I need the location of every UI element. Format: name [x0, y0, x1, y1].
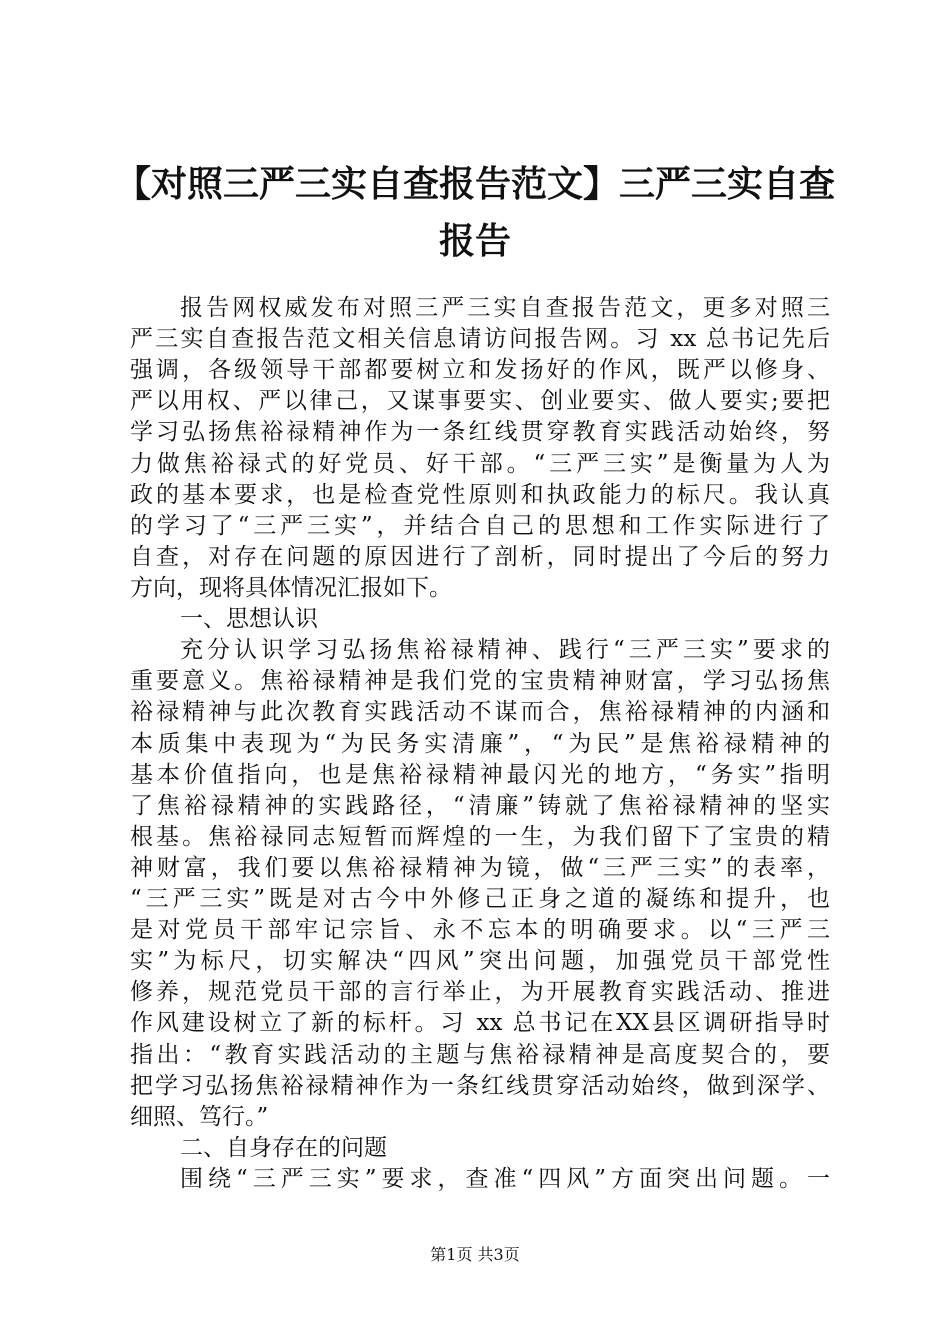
body-line: 报告网权威发布对照三严三实自查报告范文，更多对照三: [180, 295, 830, 321]
document-title-line-1: 【对照三严三实自查报告范文】三严三实自查: [114, 164, 835, 205]
section-heading-problems: 二、自身存在的问题: [180, 1135, 387, 1161]
body-line: 是对党员干部牢记宗旨、永不忘本的明确要求。以“三严三: [130, 917, 830, 943]
body-line: 根基。焦裕禄同志短暂而辉煌的一生，为我们留下了宝贵的精: [130, 824, 830, 850]
section-heading-thoughts: 一、思想认识: [180, 606, 318, 632]
body-line: 细照、笃行。”: [130, 1104, 269, 1130]
body-line: 修养，规范党员干部的言行举止，为开展教育实践活动、推进: [130, 979, 830, 1005]
body-line: 作风建设树立了新的标杆。习 xx 总书记在XX县区调研指导时: [130, 1010, 830, 1036]
body-line: 自查，对存在问题的原因进行了剖析，同时提出了今后的努力: [130, 544, 830, 570]
body-line: 了焦裕禄精神的实践路径，“清廉”铸就了焦裕禄精神的坚实: [130, 793, 830, 819]
body-line: 政的基本要求，也是检查党性原则和执政能力的标尺。我认真: [130, 482, 830, 508]
body-line: 指出：“教育实践活动的主题与焦裕禄精神是高度契合的，要: [130, 1042, 830, 1068]
body-line: 重要意义。焦裕禄精神是我们党的宝贵精神财富，学习弘扬焦: [130, 668, 830, 694]
body-line: 神财富，我们要以焦裕禄精神为镜，做“三严三实”的表率，: [130, 855, 830, 881]
body-line: 基本价值指向，也是焦裕禄精神最闪光的地方，“务实”指明: [130, 762, 830, 788]
body-line: 学习弘扬焦裕禄精神作为一条红线贯穿教育实践活动始终，努: [130, 419, 830, 445]
body-line: 的学习了“三严三实”，并结合自己的思想和工作实际进行了: [130, 513, 830, 539]
body-line: 强调，各级领导干部都要树立和发扬好的作风，既严以修身、: [130, 357, 830, 383]
body-line: 力做焦裕禄式的好党员、好干部。“三严三实”是衡量为人为: [130, 451, 830, 477]
body-line: 裕禄精神与此次教育实践活动不谋而合，焦裕禄精神的内涵和: [130, 699, 830, 725]
body-line: 本质集中表现为“为民务实清廉”，“为民”是焦裕禄精神的: [130, 731, 830, 757]
body-line: 严三实自查报告范文相关信息请访问报告网。习 xx 总书记先后: [130, 326, 830, 352]
document-title-line-2: 报告: [438, 221, 511, 262]
body-line: “三严三实”既是对古今中外修己正身之道的凝练和提升，也: [130, 886, 830, 912]
body-line: 实”为标尺，切实解决“四风”突出问题，加强党员干部党性: [130, 948, 830, 974]
page-footer: 第1页 共3页: [430, 1245, 520, 1264]
body-line: 方向，现将具体情况汇报如下。: [130, 575, 452, 601]
body-line: 严以用权、严以律己，又谋事要实、创业要实、做人要实;要把: [130, 388, 830, 414]
body-line: 把学习弘扬焦裕禄精神作为一条红线贯穿活动始终，做到深学、: [130, 1073, 830, 1099]
body-line: 围绕“三严三实”要求，查准“四风”方面突出问题。一: [180, 1166, 830, 1192]
body-line: 充分认识学习弘扬焦裕禄精神、践行“三严三实”要求的: [180, 637, 830, 663]
